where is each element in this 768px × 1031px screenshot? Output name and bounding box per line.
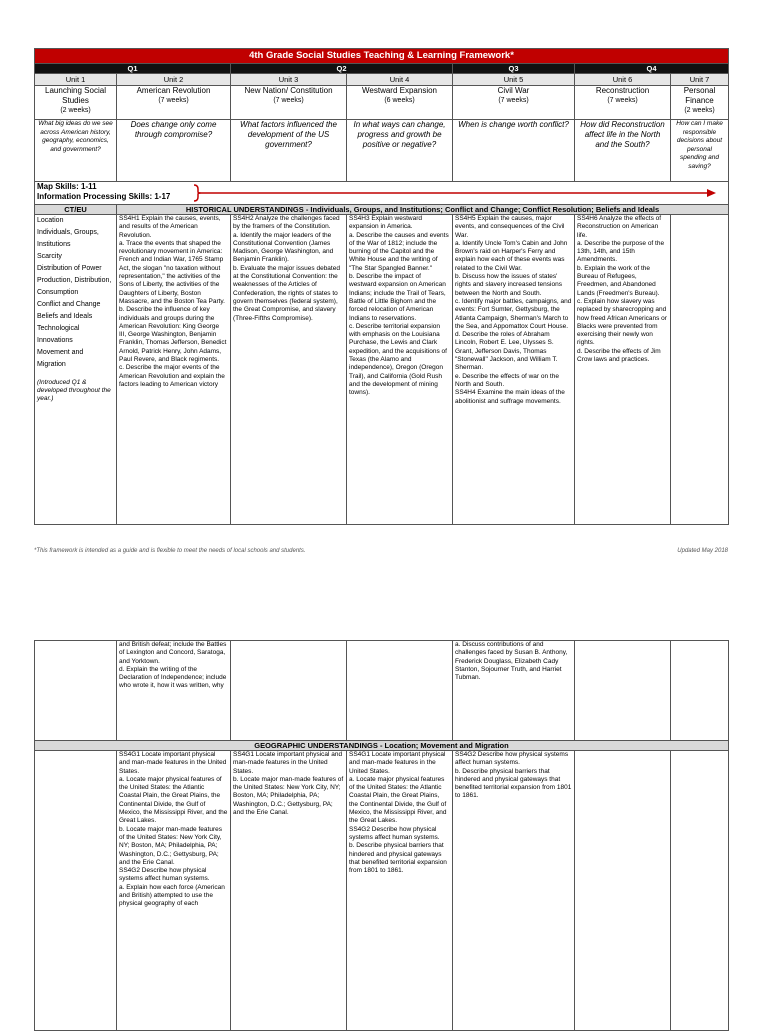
unit-weeks: (7 weeks) <box>607 97 638 104</box>
essential-question: When is change worth conflict? <box>453 120 575 182</box>
unit-label: Unit 3 <box>231 74 347 86</box>
framework-page-2 <box>34 640 728 1031</box>
ct-eu-header: CT/EU <box>35 205 117 215</box>
page-footer <box>34 548 728 554</box>
concept-item: Production, Distribution, Consumption <box>37 277 112 296</box>
unit-label: Unit 1 <box>35 74 117 86</box>
geographic-unit-7 <box>671 751 729 1031</box>
concept-item: Movement and Migration <box>37 349 84 368</box>
unit-2-name <box>117 86 231 120</box>
geographic-unit-2: SS4G1 Locate important physical and man-made features in the United States. a. Locate major physical features of the United States: the Atlantic Coastal Plain, the Great Plains, the Continental Divide, the Gulf of Mexico, the Mississippi River, and the Great Lakes. b. Locate major man-made features of the United States: New York City, NY; Boston, MA; Philadelphia, PA; Washington, D.C.; Gettysburg, PA; and the Erie Canal. SS4G2 Describe how physical systems affect human systems. a. Explain how each force (American and British) attempted to use the physical geography of each <box>117 751 231 1031</box>
unit-weeks: (7 weeks) <box>498 97 529 104</box>
geographic-ct-eu <box>35 751 117 1031</box>
unit-weeks: (2 weeks) <box>60 107 91 114</box>
geographic-unit-5: SS4G2 Describe how physical systems affect human systems. b. Describe physical barriers that hindered and physical gateways that benefited territorial expansion from 1801 to 1861. <box>453 751 575 1031</box>
continued-unit-4 <box>347 641 453 741</box>
unit-label: Unit 2 <box>117 74 231 86</box>
unit-name: Civil War <box>497 86 530 95</box>
historical-unit-7 <box>671 215 729 525</box>
continued-unit-7 <box>671 641 729 741</box>
geographic-unit-6 <box>575 751 671 1031</box>
historical-unit-5: SS4H5 Explain the causes, major events, and consequences of the Civil War. a. Identify Uncle Tom's Cabin and John Brown's raid on Harper's Ferry and explain how each of these events was related to the Civil War. b. Discuss how the issues of states' rights and slavery increased tensions between the North and South. c. Identify major battles, campaigns, and events: Fort Sumter, Gettysburg, the Atlanta Campaign, Sherman's March to the Sea, and Appomattox Court House. d. Describe the roles of Abraham Lincoln, Robert E. Lee, Ulysses S. Grant, Jefferson Davis, Thomas "Stonewall" Jackson, and William T. Sherman. e. Describe the effects of war on the North and South. SS4H4 Examine the main ideas of the abolitionist and suffrage movements. <box>453 215 575 525</box>
unit-3-name <box>231 86 347 120</box>
unit-name: American Revolution <box>136 86 211 95</box>
unit-label: Unit 5 <box>453 74 575 86</box>
concept-item: Location <box>37 217 64 224</box>
geographic-unit-3: SS4G1 Locate important physical and man-made features in the United States. b. Locate major man-made features of the United States: New York City, NY; Boston, MA; Philadelphia, PA; Washington, D.C.; Gettysburg, PA; and the Erie Canal. <box>231 751 347 1031</box>
unit-label: Unit 4 <box>347 74 453 86</box>
concept-item: Beliefs and Ideals <box>37 313 93 320</box>
unit-6-name <box>575 86 671 120</box>
essential-question: In what ways can change, progress and growth be positive or negative? <box>347 120 453 182</box>
essential-question: Does change only come through compromise? <box>117 120 231 182</box>
unit-weeks: (7 weeks) <box>273 97 304 104</box>
historical-unit-2: SS4H1 Explain the causes, events, and results of the American Revolution. a. Trace the events that shaped the revolutionary movement in America: French and Indian War, 1765 Stamp Act, the slogan "no taxation without representation," the activities of the Sons of Liberty, the activities of the Daughters of Liberty, Boston Massacre, and the Boston Tea Party. b. Describe the influence of key individuals and groups during the American Revolution: King George III, George Washington, Benjamin Franklin, Thomas Jefferson, Benedict Arnold, Patrick Henry, John Adams, Paul Revere, and Black regiments. c. Describe the major events of the American Revolution and explain the factors leading to American victory <box>117 215 231 525</box>
unit-1-name <box>35 86 117 120</box>
concept-item: Individuals, Groups, Institutions <box>37 229 99 248</box>
unit-7-name <box>671 86 729 120</box>
unit-name: Personal Finance <box>683 86 716 105</box>
geographic-unit-4: SS4G1 Locate important physical and man-made features in the United States. a. Locate major physical features of the United States: the Atlantic Coastal Plain, the Great Plains, the Continental Divide, the Gulf of Mexico, the Mississippi River, and the Great Lakes. SS4G2 Describe how physical systems affect human systems. b. Describe physical barriers that hindered and physical gateways that benefited territorial expansion from 1801 to 1861. <box>347 751 453 1031</box>
essential-question: How can I make responsible decisions about personal spending and saving? <box>671 120 729 182</box>
continued-unit-2: and British defeat; include the Battles of Lexington and Concord, Saratoga, and Yorktown. d. Explain the writing of the Declaration of Independence; include who wrote it, how it was written, why <box>117 641 231 741</box>
footer-note: *This framework is intended as a guide and is flexible to meet the needs of local schools and students. <box>34 548 306 554</box>
quarter-q3: Q3 <box>453 64 575 74</box>
info-processing-skills: Information Processing Skills: 1-17 <box>37 192 171 201</box>
map-skills: Map Skills: 1-11 <box>37 182 97 191</box>
concept-item: Distribution of Power <box>37 265 102 272</box>
unit-name: Westward Expansion <box>362 86 437 95</box>
unit-name: New Nation/ Constitution <box>244 86 333 95</box>
unit-weeks: (7 weeks) <box>158 97 189 104</box>
historical-understandings-header: HISTORICAL UNDERSTANDINGS - Individuals, Groups, and Institutions; Conflict and Change; Conflict Resolution; Beliefs and Ideals <box>117 205 729 215</box>
unit-5-name <box>453 86 575 120</box>
continued-unit-5: a. Discuss contributions of and challenges faced by Susan B. Anthony, Frederick Douglass, Elizabeth Cady Stanton, Sojourner Truth, and Harriet Tubman. <box>453 641 575 741</box>
unit-label: Unit 6 <box>575 74 671 86</box>
quarter-q2: Q2 <box>231 64 453 74</box>
essential-question: What factors influenced the development of the US government? <box>231 120 347 182</box>
framework-table <box>34 48 729 525</box>
quarter-q1: Q1 <box>35 64 231 74</box>
historical-unit-3: SS4H2 Analyze the challenges faced by the framers of the Constitution. a. Identify the major leaders of the Constitutional Convention (James Madison, George Washington, and Benjamin Franklin). b. Evaluate the major issues debated at the Constitutional Convention: the weaknesses of the Articles of Confederation, the rights of states to govern themselves (federal system), the Great Compromise, and slavery (Three-Fifths Compromise). <box>231 215 347 525</box>
geographic-understandings-header: GEOGRAPHIC UNDERSTANDINGS - Location; Movement and Migration <box>35 741 729 751</box>
concepts-note: (Introduced Q1 & developed throughout the year.) <box>37 379 111 402</box>
concept-item: Technological Innovations <box>37 325 80 344</box>
continued-unit-6 <box>575 641 671 741</box>
skills-row <box>35 182 729 205</box>
framework-title: 4th Grade Social Studies Teaching & Learning Framework* <box>35 49 729 64</box>
unit-weeks: (2 weeks) <box>684 107 715 114</box>
quarter-q4: Q4 <box>575 64 729 74</box>
historical-unit-4: SS4H3 Explain westward expansion in America. a. Describe the causes and events of the War of 1812; include the burning of the Capitol and the White House and the writing of "The Star Spangled Banner." b. Describe the impact of westward expansion on American Indians; include the Trail of Tears, Battle of Little Bighorn and the forced relocation of American Indians to reservations. c. Describe territorial expansion with emphasis on the Louisiana Purchase, the Lewis and Clark expedition, and the acquisitions of Texas (the Alamo and independence), Oregon (Oregon Trail), and California (Gold Rush and the development of mining towns). <box>347 215 453 525</box>
unit-label: Unit 7 <box>671 74 729 86</box>
unit-4-name <box>347 86 453 120</box>
continued-ct-eu <box>35 641 117 741</box>
historical-unit-6: SS4H6 Analyze the effects of Reconstruction on American life. a. Describe the purpose of the 13th, 14th, and 15th Amendments. b. Explain the work of the Bureau of Refugees, Freedmen, and Abandoned Lands (Freedmen's Bureau). c. Explain how slavery was replaced by sharecropping and how freed African Americans or Blacks were prevented from exercising their newly won rights. d. Describe the effects of Jim Crow laws and practices. <box>575 215 671 525</box>
essential-question: How did Reconstruction affect life in the North and the South? <box>575 120 671 182</box>
framework-table-continued <box>34 640 729 1031</box>
unit-name: Launching Social Studies <box>45 86 106 105</box>
essential-question: What big ideas do we see across American history, geography, economics, and government? <box>35 120 117 182</box>
concepts-list <box>35 215 117 525</box>
concept-item: Conflict and Change <box>37 301 101 308</box>
concept-item: Scarcity <box>37 253 62 260</box>
year-long-arrow <box>192 184 717 202</box>
footer-updated: Updated May 2018 <box>677 548 728 554</box>
continued-unit-3 <box>231 641 347 741</box>
unit-name: Reconstruction <box>595 86 650 95</box>
framework-page-1 <box>34 48 728 525</box>
unit-weeks: (6 weeks) <box>384 97 415 104</box>
